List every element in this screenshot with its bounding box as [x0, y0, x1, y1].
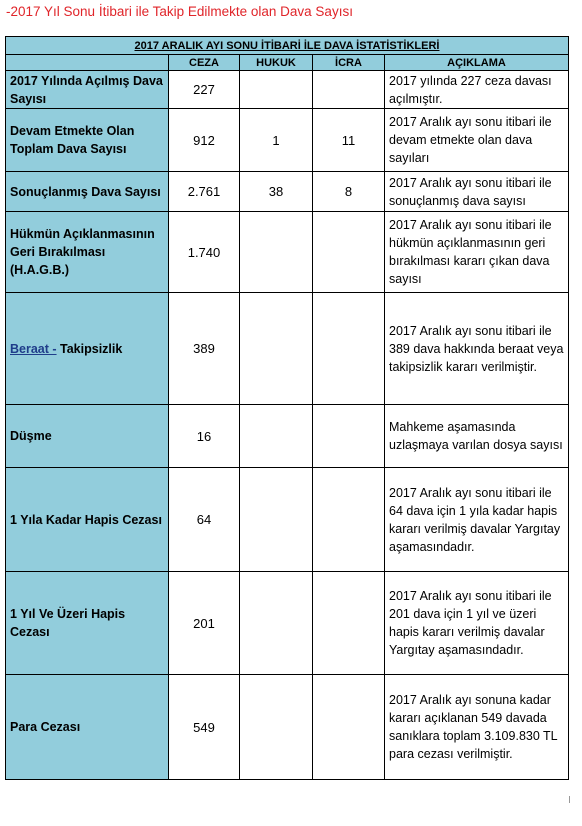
table-row — [6, 405, 569, 468]
cell-aciklama: Mahkeme aşamasında uzlaşmaya varılan dosya sayısı — [385, 405, 569, 468]
table-row — [6, 293, 569, 405]
table-row — [6, 71, 569, 109]
cell-hukuk — [240, 675, 313, 780]
cell-aciklama: 2017 Aralık ayı sonuna kadar kararı açıklanan 549 davada sanıklara toplam 3.109.830 TL para cezası verilmiştir. — [385, 675, 569, 780]
row-label — [6, 293, 169, 405]
table-row — [6, 572, 569, 675]
table-caption: 2017 ARALIK AYI SONU İTİBARİ İLE DAVA İSTATİSTİKLERİ — [6, 37, 569, 55]
cell-ceza: 227 — [169, 71, 240, 109]
cell-ceza: 16 — [169, 405, 240, 468]
cell-hukuk — [240, 405, 313, 468]
table-row — [6, 109, 569, 172]
cell-aciklama: 2017 Aralık ayı sonu itibari ile 389 dava hakkında beraat veya takipsizlik kararı verilmiştir. — [385, 293, 569, 405]
cell-ceza: 912 — [169, 109, 240, 172]
beraat-link[interactable]: Beraat - — [10, 341, 57, 356]
header-aciklama: AÇIKLAMA — [385, 55, 569, 71]
cell-ceza: 201 — [169, 572, 240, 675]
header-icra: İCRA — [313, 55, 385, 71]
row-label: 1 Yıla Kadar Hapis Cezası — [6, 468, 169, 572]
table-header-row — [6, 55, 569, 71]
cell-aciklama: 2017 Aralık ayı sonu itibari ile hükmün açıklanmasının geri bırakılması kararı çıkan dava sayısı — [385, 212, 569, 293]
cell-icra — [313, 675, 385, 780]
table-row — [6, 172, 569, 212]
row-label: Düşme — [6, 405, 169, 468]
table-row — [6, 675, 569, 780]
cell-ceza: 1.740 — [169, 212, 240, 293]
row-label: Sonuçlanmış Dava Sayısı — [6, 172, 169, 212]
row-label: 1 Yıl Ve Üzeri Hapis Cezası — [6, 572, 169, 675]
cell-aciklama: 2017 Aralık ayı sonu itibari ile sonuçlanmış dava sayısı — [385, 172, 569, 212]
cell-hukuk: 38 — [240, 172, 313, 212]
cell-icra — [313, 293, 385, 405]
cell-icra — [313, 71, 385, 109]
row-label: Devam Etmekte Olan Toplam Dava Sayısı — [6, 109, 169, 172]
cell-icra — [313, 405, 385, 468]
cell-hukuk — [240, 572, 313, 675]
table-row — [6, 212, 569, 293]
table-caption-row — [6, 37, 569, 55]
cell-icra — [313, 212, 385, 293]
cell-icra — [313, 572, 385, 675]
cell-hukuk — [240, 468, 313, 572]
cell-aciklama: 2017 Aralık ayı sonu itibari ile 201 dava için 1 yıl ve üzeri hapis kararı verilmiş davalar Yargıtay aşamasındadır. — [385, 572, 569, 675]
cell-icra: 8 — [313, 172, 385, 212]
text-cursor-mark — [569, 796, 570, 803]
table-row — [6, 468, 569, 572]
row-label: Hükmün Açıklanmasının Geri Bırakılması (H.A.G.B.) — [6, 212, 169, 293]
cell-aciklama: 2017 Aralık ayı sonu itibari ile devam etmekte olan dava sayıları — [385, 109, 569, 172]
cell-icra: 11 — [313, 109, 385, 172]
header-label-blank — [6, 55, 169, 71]
cell-ceza: 2.761 — [169, 172, 240, 212]
cell-ceza: 549 — [169, 675, 240, 780]
row-label: Para Cezası — [6, 675, 169, 780]
header-hukuk: HUKUK — [240, 55, 313, 71]
cell-ceza: 389 — [169, 293, 240, 405]
dava-istatistik-table — [5, 36, 569, 780]
cell-hukuk — [240, 71, 313, 109]
row-label-rest: Takipsizlik — [56, 341, 123, 356]
header-ceza: CEZA — [169, 55, 240, 71]
cell-ceza: 64 — [169, 468, 240, 572]
cell-hukuk — [240, 212, 313, 293]
cell-hukuk: 1 — [240, 109, 313, 172]
row-label: 2017 Yılında Açılmış Dava Sayısı — [6, 71, 169, 109]
page-title: -2017 Yıl Sonu İtibari ile Takip Edilmekte olan Dava Sayısı — [6, 4, 353, 19]
cell-aciklama: 2017 yılında 227 ceza davası açılmıştır. — [385, 71, 569, 109]
cell-aciklama: 2017 Aralık ayı sonu itibari ile 64 dava için 1 yıla kadar hapis kararı verilmiş davalar Yargıtay aşamasındadır. — [385, 468, 569, 572]
cell-icra — [313, 468, 385, 572]
cell-hukuk — [240, 293, 313, 405]
